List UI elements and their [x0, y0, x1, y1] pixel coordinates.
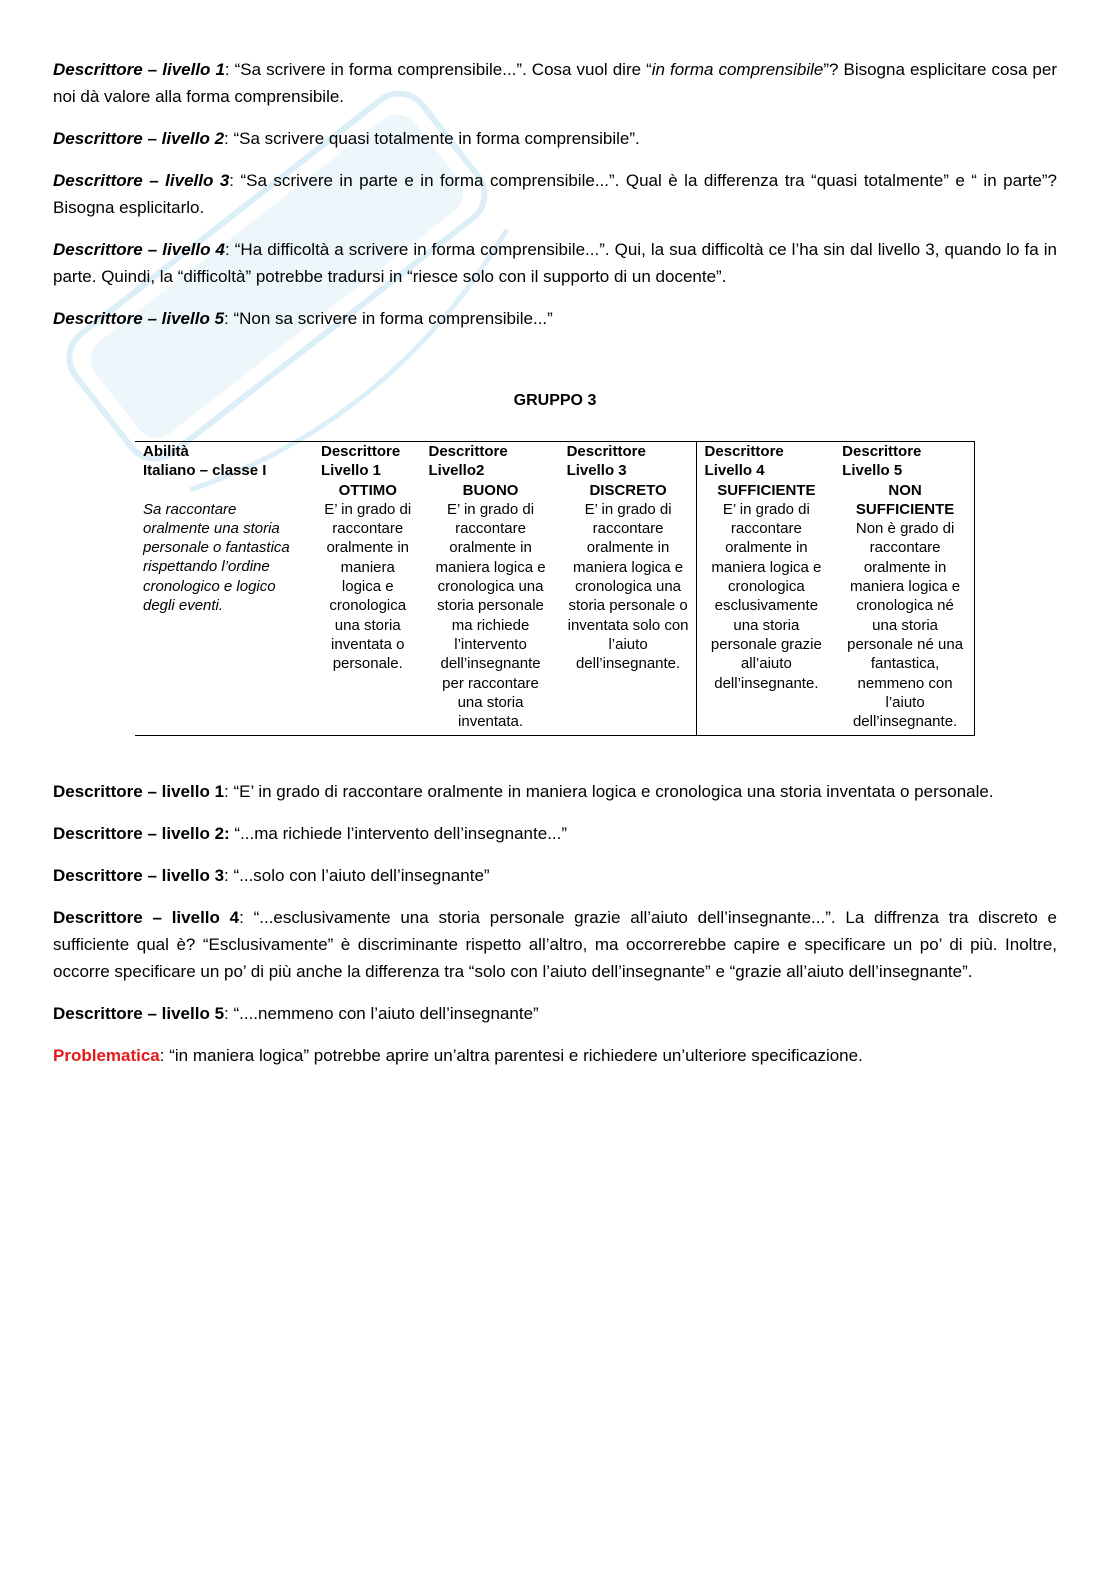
- group-title: GRUPPO 3: [513, 392, 597, 409]
- livello-2-cell: Descrittore Livello2 BUONO E’ in grado di raccontare oralmente in maniera logica e cronologica una storia personale ma richiede l’intervento dell’insegnante per raccontare una storia inventata.: [428, 443, 546, 731]
- paragraph-b-livello-3: Descrittore – livello 3: “...solo con l’aiuto dell’insegnante”: [53, 866, 490, 885]
- top-paragraphs: [53, 56, 1057, 347]
- livello-1-cell: Descrittore Livello 1 OTTIMO E’ in grado di raccontare oralmente in maniera logica e cronologica una storia inventata o personale.: [321, 443, 412, 673]
- paragraph-livello-5: Descrittore – livello 5: “Non sa scrivere in forma comprensibile...”: [53, 309, 553, 328]
- paragraph-problematica: Problematica: “in maniera logica” potrebbe aprire un’altra parentesi e richiedere un’ulteriore specificazione.: [53, 1046, 863, 1065]
- paragraph-livello-4: Descrittore – livello 4: “Ha difficoltà a scrivere in forma comprensibile...”. Qui, la sua difficoltà ce l’ha sin dal livello 3, quando lo fa in parte. Quindi, la “difficoltà” potrebbe tradursi in “riesce solo con il supporto di un docente”.: [53, 240, 1057, 286]
- livello-5-cell: Descrittore Livello 5 NON SUFFICIENTE Non è grado di raccontare oralmente in maniera logica e cronologica né una storia personale né una fantastica, nemmeno con l’aiuto dell’insegnante.: [834, 442, 974, 736]
- paragraph-b-livello-4: Descrittore – livello 4: “...esclusivamente una storia personale grazie all’aiuto dell’insegnante...”. La diffrenza tra discreto e sufficiente qual è? “Esclusivamente” è discriminante rispetto all’altro, ma occorrerebbe capire e specificare un po’ di più. Inoltre, occorre specificare un po’ di più anche la differenza tra “solo con l’aiuto dell’insegnante” e “grazie all’aiuto dell’insegnante”.: [53, 908, 1057, 981]
- abilita-cell: Abilità Italiano – classe I Sa raccontare oralmente una storia personale o fantastica rispettando l’ordine cronologico e logico degli eventi.: [143, 443, 290, 615]
- paragraph-livello-3: Descrittore – livello 3: “Sa scrivere in parte e in forma comprensibile...”. Qual è la differenza tra “quasi totalmente” e “ in parte”? Bisogna esplicitarlo.: [53, 171, 1057, 217]
- paragraph-b-livello-2: Descrittore – livello 2: “...ma richiede l’intervento dell’insegnante...”: [53, 824, 568, 843]
- livello-4-cell: Descrittore Livello 4 SUFFICIENTE E’ in grado di raccontare oralmente in maniera logica e cronologica esclusivamente una storia personale grazie all’aiuto dell’insegnante.: [696, 442, 834, 736]
- rubric-table: [135, 441, 975, 736]
- livello-3-cell: Descrittore Livello 3 DISCRETO E’ in grado di raccontare oralmente in maniera logica e cronologica una storia personale o inventata solo con l’aiuto dell’insegnante.: [566, 443, 689, 673]
- paragraph-livello-1: Descrittore – livello 1: “Sa scrivere in forma comprensibile...”. Cosa vuol dire “in forma comprensibile”? Bisogna esplicitare cosa per noi dà valore alla forma comprensibile.: [53, 60, 1057, 106]
- paragraph-livello-2: Descrittore – livello 2: “Sa scrivere quasi totalmente in forma comprensibile”.: [53, 129, 640, 148]
- paragraph-b-livello-1: Descrittore – livello 1: “E’ in grado di raccontare oralmente in maniera logica e cronologica una storia inventata o personale.: [53, 782, 994, 801]
- bottom-paragraphs: [53, 778, 1057, 1084]
- paragraph-b-livello-5: Descrittore – livello 5: “....nemmeno con l’aiuto dell’insegnante”: [53, 1004, 539, 1023]
- problematica-label: Problematica: [53, 1046, 160, 1065]
